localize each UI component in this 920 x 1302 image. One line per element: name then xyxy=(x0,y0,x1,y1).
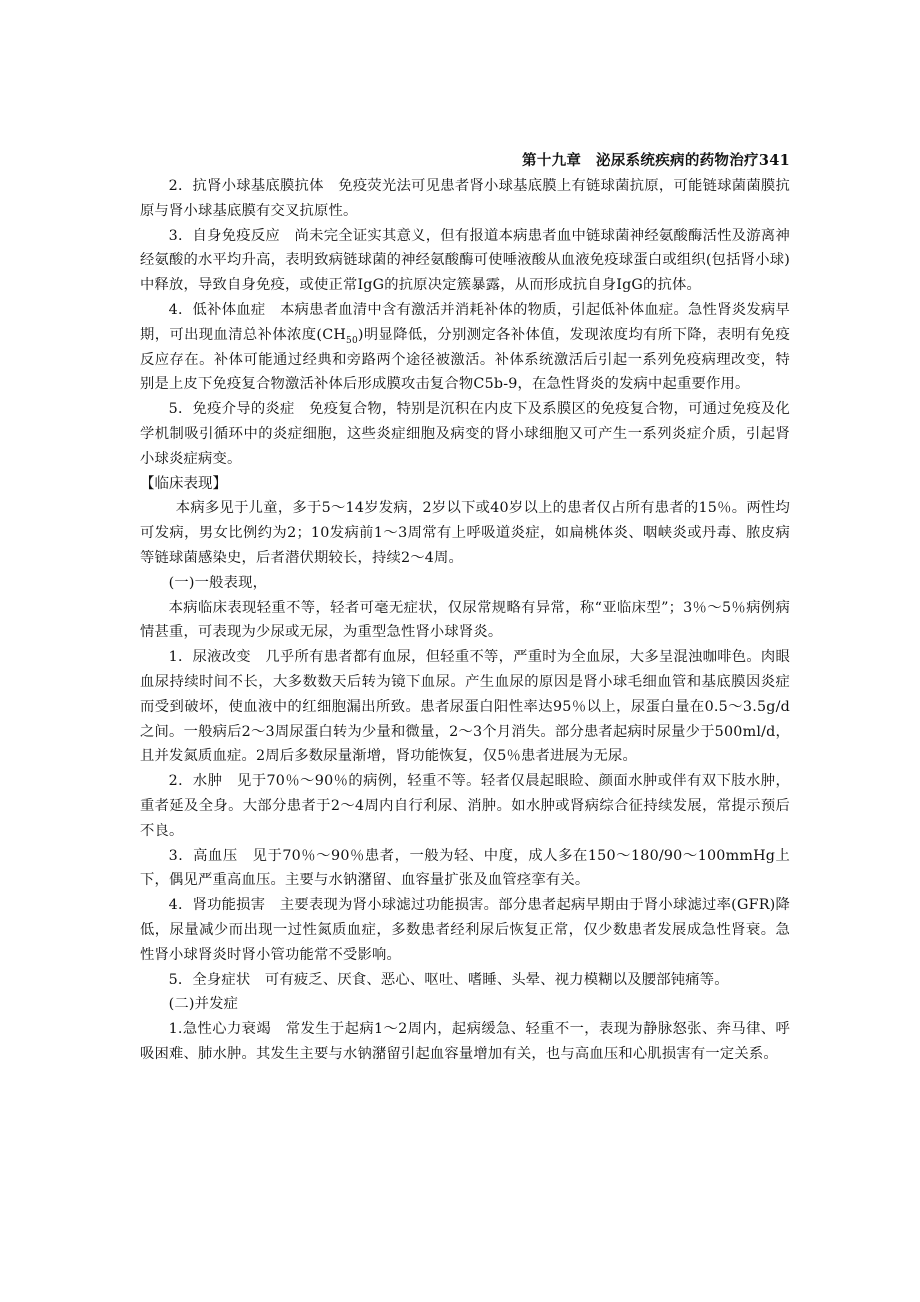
paragraph-renal-function: 4．肾功能损害 主要表现为肾小球滤过功能损害。部分患者起病早期由于肾小球滤过率(GFR)降低，尿量减少而出现一过性氮质血症，多数患者经利尿后恢复正常，仅少数患者发展成急性肾衰。急性肾小球肾炎时肾小管功能常不受影响。 xyxy=(140,897,790,963)
paragraph-autoimmune: 3．自身免疫反应 尚未完全证实其意义，但有报道本病患者血中链球菌神经氨酸酶活性及游离神经氨酸的水平均升高，表明致病链球菌的神经氨酸酶可使唾液酸从血液免疫球蛋白或组织(包括肾小球)中释放，导致自身免疫，或使正常IgG的抗原决定簇暴露，从而形成抗自身IgG的抗体。 xyxy=(140,227,790,294)
page-number: 341 xyxy=(758,152,790,169)
paragraph-immune-inflammation: 5．免疫介导的炎症 免疫复合物，特别是沉积在内皮下及系膜区的免疫复合物，可通过免疫及化学机制吸引循环中的炎症细胞，这些炎症细胞及病变的肾小球细胞又可产生一系列炎症介质，引起肾小球炎症病变。 xyxy=(140,401,790,467)
paragraph-hypertension: 3．高血压 见于70％～90％患者，一般为轻、中度，成人多在150～180/90～100mmHg上下，偶见严重高血压。主要与水钠潴留、血容量扩张及血管痉挛有关。 xyxy=(140,847,790,889)
subscript: 50 xyxy=(346,335,358,346)
paragraph-general: 本病临床表现轻重不等，轻者可毫无症状，仅尿常规略有异常，称“亚临床型”；3％～5％病例病情甚重，可表现为少尿或无尿，为重型急性肾小球肾炎。 xyxy=(140,599,790,641)
subheading-complications: (二)并发症 xyxy=(168,996,239,1013)
paragraph-systemic: 5．全身症状 可有疲乏、厌食、恶心、呕吐、嗜睡、头晕、视力模糊以及腰部钝痛等。 xyxy=(168,971,729,988)
section-heading-clinical: 【临床表现】 xyxy=(140,475,227,492)
running-header xyxy=(140,150,790,174)
paragraph-epidemiology: 本病多见于儿童，多于5～14岁发病，2岁以下或40岁以上的患者仅占所有患者的15％。两性均可发病，男女比例约为2；10发病前1～3周常有上呼吸道炎症，如扁桃体炎、咽峡炎或丹毒、脓皮病等链球菌感染史，后者潜伏期较长，持续2～4周。 xyxy=(140,500,790,566)
paragraph-heart-failure: 1.急性心力衰竭 常发生于起病1～2周内，起病缓急、轻重不一，表现为静脉怒张、奔马律、呼吸困难、肺水肿。其发生主要与水钠潴留引起血容量增加有关，也与高血压和心肌损害有一定关系。 xyxy=(140,1021,790,1062)
paragraph-urine: 1．尿液改变 几乎所有患者都有血尿，但轻重不等，严重时为全血尿，大多呈混浊咖啡色。肉眼血尿持续时间不长，大多数数天后转为镜下血尿。产生血尿的原因是肾小球毛细血管和基底膜因炎症而受到破坏，使血液中的红细胞漏出所致。患者尿蛋白阳性率达95％以上，尿蛋白量在0.5～3.5g/d之间。一般病后2～3周尿蛋白转为少量和微量，2～3个月消失。部分患者起病时尿量少于500ml/d，且并发氮质血症。2周后多数尿量渐增，肾功能恢复，仅5％患者进展为无尿。 xyxy=(140,649,790,765)
paragraph-hypocomplement xyxy=(140,298,790,397)
text-part: 4．低补体血症 本病患者血清中含有激活并消耗补体的物质，引起低补体血症。急性肾炎发病早期，可出现血清总补体浓度(CH xyxy=(140,301,790,343)
chapter-title: 第十九章 泌尿系统疾病的药物治疗 xyxy=(522,152,759,169)
document-page xyxy=(140,150,790,1067)
subheading-general: (一)一般表现， xyxy=(168,574,268,591)
paragraph-anti-gbm: 2．抗肾小球基底膜抗体 免疫荧光法可见患者肾小球基底膜上有链球菌抗原，可能链球菌菌膜抗原与肾小球基底膜有交叉抗原性。 xyxy=(140,178,790,219)
paragraph-edema: 2．水肿 见于70％～90％的病例，轻重不等。轻者仅晨起眼睑、颜面水肿或伴有双下肢水肿，重者延及全身。大部分患者于2～4周内自行利尿、消肿。如水肿或肾病综合征持续发展，常提示预后不良。 xyxy=(140,773,790,839)
text-part: )明显降低，分别测定各补体值，发现浓度均有所下降，表明有免疫反应存在。补体可能通过经典和旁路两个途径被激活。补体系统激活后引起一系列免疫病理改变，特别是上皮下免疫复合物激活补体后形成膜攻击复合物C5b-9，在急性肾炎的发病中起重要作用。 xyxy=(140,326,791,393)
